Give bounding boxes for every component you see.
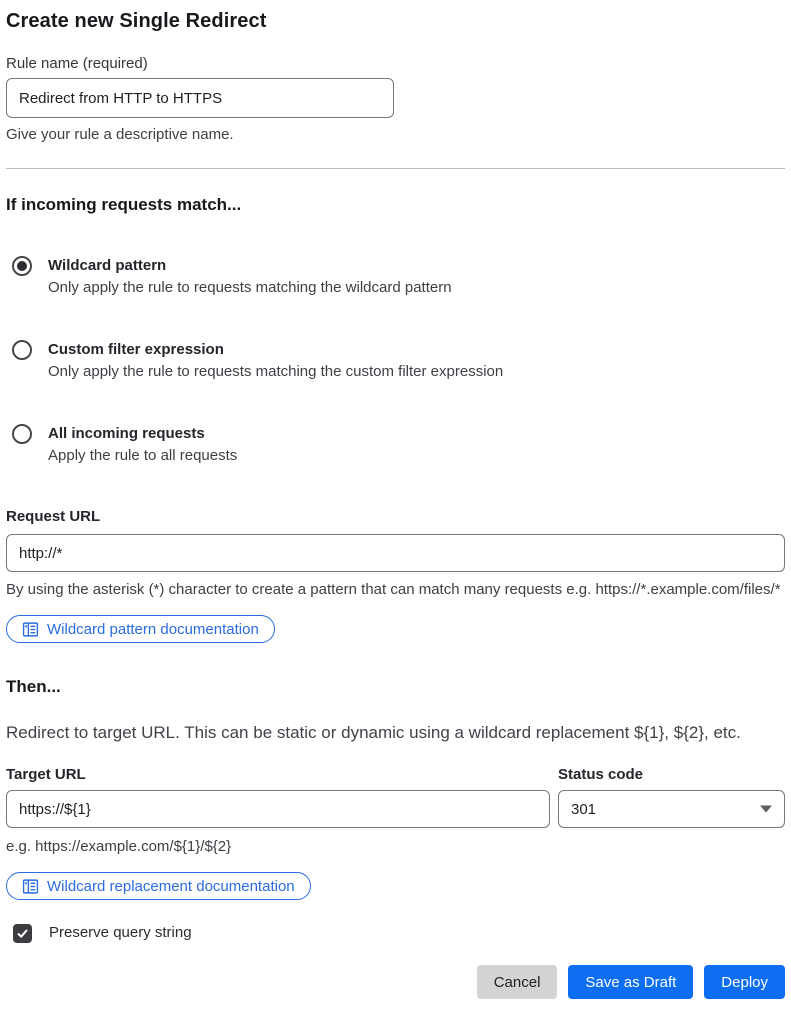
preserve-query-checkbox-row[interactable] [6,922,785,944]
match-section-heading: If incoming requests match... [6,195,242,214]
radio-description: Only apply the rule to requests matching the custom filter expression [48,363,504,380]
target-url-input[interactable] [6,790,550,828]
rule-name-label: Rule name (required) [6,55,148,72]
checkbox-checked-icon[interactable] [13,924,32,943]
status-code-label: Status code [558,766,644,783]
status-code-select[interactable] [558,790,785,828]
radio-button-icon[interactable] [12,256,32,276]
preserve-query-label: Preserve query string [49,924,192,941]
chevron-down-icon [760,806,772,813]
doc-button-label: Wildcard pattern documentation [47,620,259,638]
target-url-helper: e.g. https://example.com/${1}/${2} [6,838,232,855]
doc-button-label: Wildcard replacement documentation [47,877,295,895]
save-as-draft-button[interactable]: Save as Draft [568,965,693,999]
radio-description: Apply the rule to all requests [48,447,238,464]
radio-label: Wildcard pattern [48,257,167,274]
book-icon [22,878,39,895]
rule-name-helper: Give your rule a descriptive name. [6,126,234,143]
page-title: Create new Single Redirect [6,10,267,32]
radio-option-wildcard-pattern[interactable] [6,255,785,299]
radio-label: Custom filter expression [48,341,224,358]
request-url-helper: By using the asterisk (*) character to create a pattern that can match many requests e.g. https://*.example.com/files/* [6,581,781,598]
wildcard-pattern-doc-button[interactable] [6,615,275,643]
request-url-input[interactable] [6,534,785,572]
radio-dot [17,261,27,271]
radio-option-all-requests[interactable] [6,423,785,467]
cancel-button[interactable]: Cancel [477,965,558,999]
target-url-label: Target URL [6,766,86,783]
section-divider [6,168,785,169]
request-url-label: Request URL [6,508,101,525]
then-description: Redirect to target URL. This can be static or dynamic using a wildcard replacement ${1}, ${2}, etc. [6,723,741,742]
match-type-radio-group [6,255,785,467]
then-section-heading: Then... [6,677,61,696]
radio-button-icon[interactable] [12,340,32,360]
status-code-value: 301 [571,800,597,818]
wildcard-replacement-doc-button[interactable] [6,872,311,900]
form-footer [6,965,785,999]
radio-option-custom-filter[interactable] [6,339,785,383]
radio-description: Only apply the rule to requests matching the wildcard pattern [48,279,452,296]
radio-label: All incoming requests [48,425,205,442]
radio-button-icon[interactable] [12,424,32,444]
book-icon [22,621,39,638]
rule-name-input[interactable] [6,78,394,118]
deploy-button[interactable]: Deploy [704,965,785,999]
